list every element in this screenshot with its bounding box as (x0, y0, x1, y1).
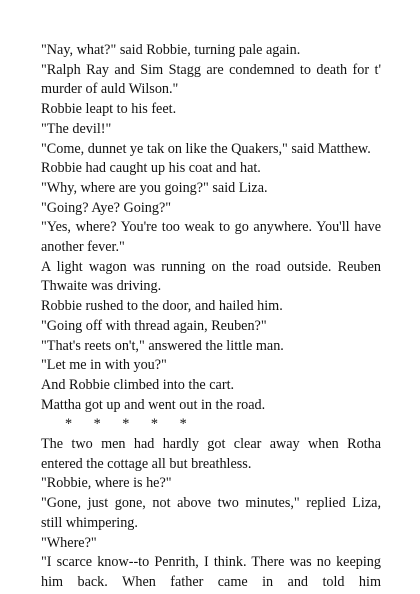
paragraph: "Going? Aye? Going?" (41, 199, 172, 216)
paragraph: And Robbie climbed into the cart. (41, 376, 235, 393)
paragraph: "The devil!" (41, 120, 112, 137)
paragraph: "Robbie, where is he?" (41, 475, 172, 492)
paragraph: "I scarce know--to Penrith, I think. There was no keeping him back. When father came in and told him (41, 554, 381, 590)
paragraph: Robbie rushed to the door, and hailed him. (41, 298, 283, 315)
section-break: * * * * * (65, 416, 187, 433)
paragraph: "Gone, just gone, not above two minutes," replied Liza, still whimpering. (41, 495, 381, 531)
paragraph: "Yes, where? You're too weak to go anywhere. You'll have another fever." (41, 219, 381, 256)
paragraph: Robbie had caught up his coat and hat. (41, 160, 261, 177)
paragraph: "Where?" (41, 534, 97, 551)
paragraph: A light wagon was running on the road outside. Reuben Thwaite was driving. (41, 258, 381, 295)
paragraph: "Nay, what?" said Robbie, turning pale again. (41, 42, 301, 58)
paragraph: "Why, where are you going?" said Liza. (41, 179, 268, 196)
paragraph: The two men had hardly got clear away when Rotha entered the cottage all but breathless. (41, 436, 381, 472)
paragraph: "Going off with thread again, Reuben?" (41, 317, 267, 334)
paragraph: Mattha got up and went out in the road. (41, 396, 266, 413)
paragraph: "That's reets on't," answered the little man. (41, 337, 284, 354)
paragraph: "Let me in with you?" (41, 357, 167, 374)
paragraph: "Come, dunnet ye tak on like the Quakers," said Matthew. (41, 140, 371, 157)
paragraph: Robbie leapt to his feet. (41, 101, 177, 118)
page-text (41, 41, 381, 593)
paragraph: "Ralph Ray and Sim Stagg are condemned to death for t' murder of auld Wilson." (41, 61, 381, 98)
